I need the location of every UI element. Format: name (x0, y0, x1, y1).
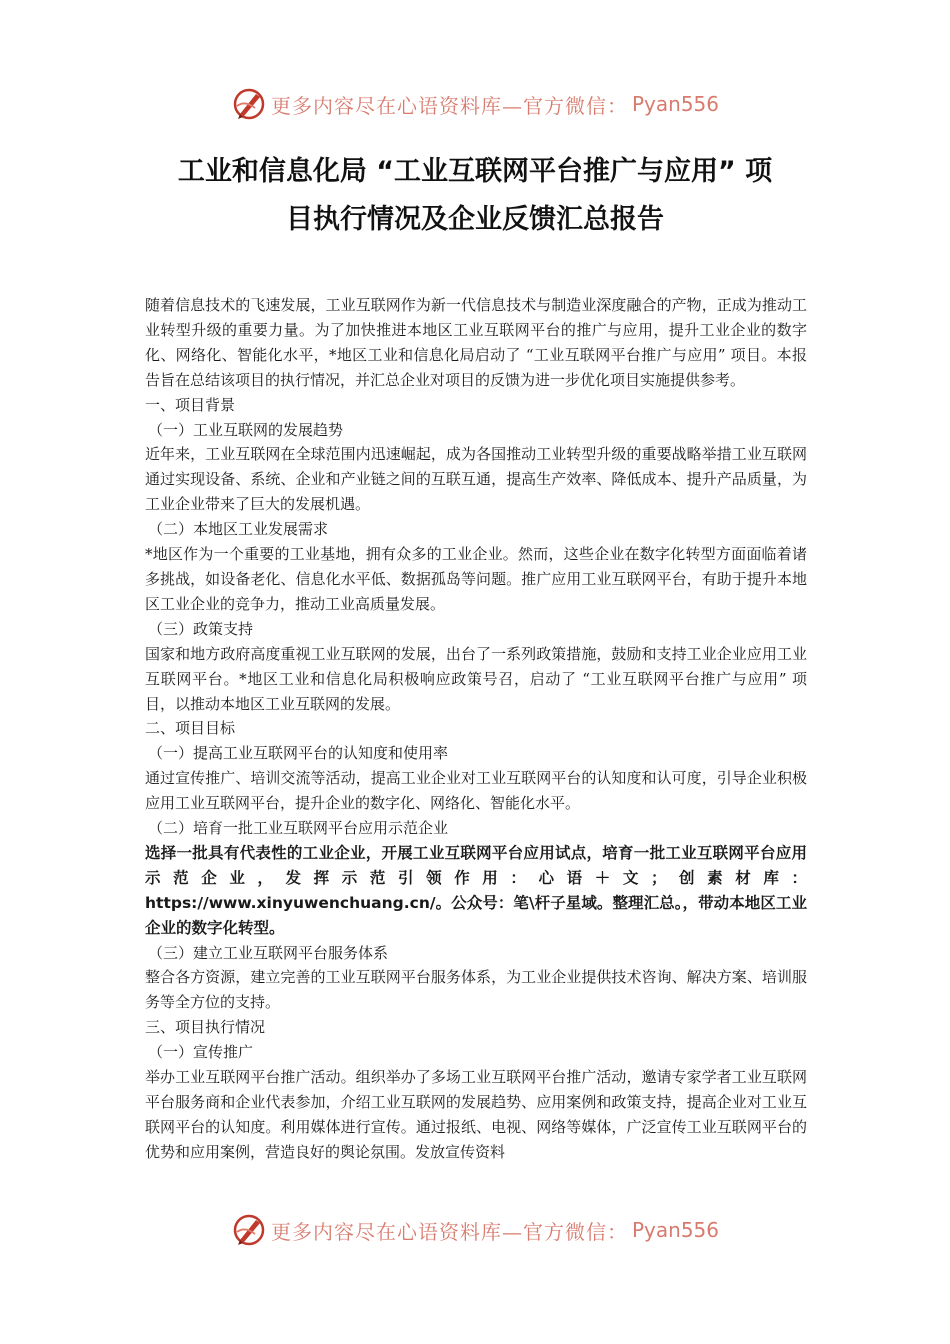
banner-wechat-id: Pyan556 (631, 92, 719, 116)
banner-text: 更多内容尽在心语资料库—官方微信： (270, 93, 628, 118)
document-body (145, 293, 807, 1165)
header-watermark-banner (0, 82, 950, 126)
banner-wechat-id: Pyan556 (631, 1218, 719, 1242)
paragraph-1-3: 国家和地方政府高度重视工业互联网的发展，出台了一系列政策措施，鼓励和支持工业企业应用工业互联网平台。*地区工业和信息化局积极响应政策号召，启动了 “工业互联网平台推广与应用” 项目，以推动本地区工业互联网的发展。 (145, 644, 807, 713)
paragraph-1-2: *地区作为一个重要的工业基地，拥有众多的工业企业。然而，这些企业在数字化转型方面面临着诸多挑战，如设备老化、信息化水平低、数据孤岛等问题。推广应用工业互联网平台，有助于提升本地区工业企业的竞争力，推动工业高质量发展。 (145, 545, 807, 613)
pen-logo-icon (231, 86, 267, 122)
subheading-2-3: （三）建立工业互联网平台服务体系 (148, 943, 389, 962)
intro-paragraph: 随着信息技术的飞速发展，工业互联网作为新一代信息技术与制造业深度融合的产物，正成为推动工业转型升级的重要力量。为了加快推进本地区工业互联网平台的推广与应用，提升工业企业的数字化、网络化、智能化水平，*地区工业和信息化局启动了 “工业互联网平台推广与应用” 项目。本报告旨在总结该项目的执行情况，并汇总企业对项目的反馈为进一步优化项目实施提供参考。 (145, 296, 807, 389)
section-heading-2: 二、项目目标 (145, 719, 236, 738)
title-line-2: 目执行情况及企业反馈汇总报告 (286, 204, 664, 235)
section-heading-3: 三、项目执行情况 (145, 1018, 266, 1037)
banner-text: 更多内容尽在心语资料库—官方微信： (270, 1219, 628, 1244)
paragraph-1-1: 近年来，工业互联网在全球范围内迅速崛起，成为各国推动工业转型升级的重要战略举措工业互联网通过实现设备、系统、企业和产业链之间的互联互通，提高生产效率、降低成本、提升产品质量，为工业企业带来了巨大的发展机遇。 (145, 445, 807, 514)
subheading-1-2: （二）本地区工业发展需求 (148, 520, 329, 539)
subheading-3-1: （一）宣传推广 (148, 1043, 254, 1062)
subheading-1-1: （一）工业互联网的发展趋势 (148, 420, 344, 439)
footer-watermark-banner (0, 1208, 950, 1252)
paragraph-2-2: 选择一批具有代表性的工业企业，开展工业互联网平台应用试点，培育一批工业互联网平台应用示范企业，发挥示范引领作用：心语＋文；创素材库：https://www.xinyuwenchuang.cn/。公众号：笔\杆子星域。整理汇总。，带动本地区工业企业的数字化转型。 (145, 843, 807, 937)
pen-logo-icon (231, 1212, 267, 1248)
document-title (145, 148, 805, 244)
paragraph-2-1: 通过宣传推广、培训交流等活动，提高工业企业对工业互联网平台的认知度和认可度，引导企业积极应用工业互联网平台，提升企业的数字化、网络化、智能化水平。 (145, 769, 807, 813)
subheading-2-2: （二）培育一批工业互联网平台应用示范企业 (148, 819, 449, 838)
paragraph-3-1: 举办工业互联网平台推广活动。组织举办了多场工业互联网平台推广活动，邀请专家学者工业互联网平台服务商和企业代表参加，介绍工业互联网的发展趋势、应用案例和政策支持，提高企业对工业互联网平台的认知度。利用媒体进行宣传。通过报纸、电视、网络等媒体，广泛宣传工业互联网平台的优势和应用案例，营造良好的舆论氛围。发放宣传资料 (145, 1068, 807, 1161)
subheading-2-1: （一）提高工业互联网平台的认知度和使用率 (148, 744, 449, 763)
paragraph-2-3: 整合各方资源，建立完善的工业互联网平台服务体系，为工业企业提供技术咨询、解决方案、培训服务等全方位的支持。 (145, 968, 807, 1012)
subheading-1-3: （三）政策支持 (148, 619, 254, 638)
section-heading-1: 一、项目背景 (145, 395, 236, 414)
title-line-1: 工业和信息化局 “工业互联网平台推广与应用” 项 (177, 156, 773, 187)
